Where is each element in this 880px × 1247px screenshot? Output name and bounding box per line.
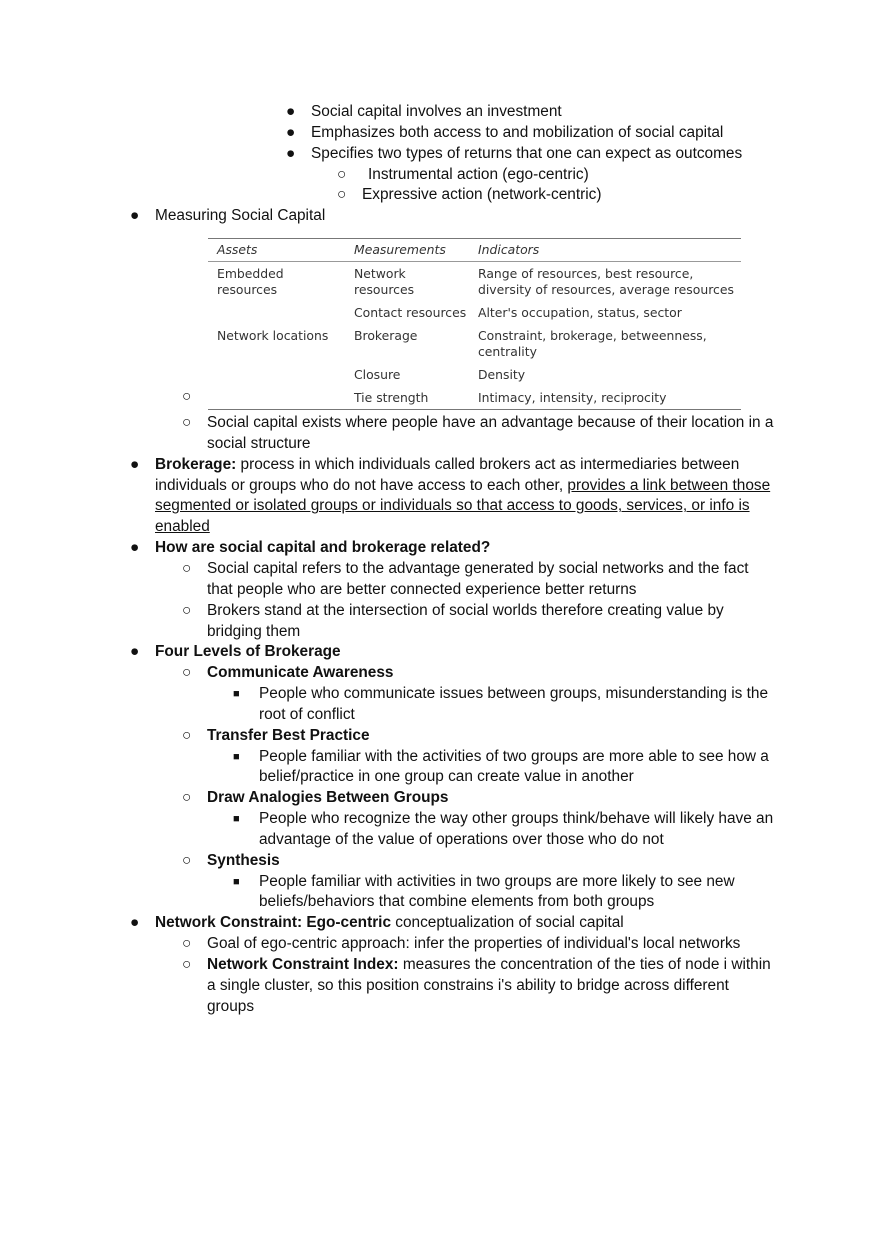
bullet-icon: ○ [337,186,347,204]
list-item [0,102,777,123]
bullet-icon: ○ [182,789,192,807]
bullet-icon: ○ [182,388,192,406]
cell: Constraint, brokerage, betweenness, centrality [478,328,707,360]
item-text: People who communicate issues between groups, misunderstanding is the root of conflict [259,685,769,723]
table-item [0,227,880,413]
item-text: People familiar with activities in two groups are more likely to see new beliefs/behaviors that combine elements from both groups [259,872,735,911]
table-row [208,301,741,324]
bullet-icon: ● [130,455,140,473]
bullet-icon: ○ [182,851,192,869]
bullet-icon: ○ [182,559,192,577]
item-text: Social capital involves an investment [311,103,562,120]
list-item [0,185,880,206]
cell: Brokerage [354,328,418,344]
item-text: Expressive action (network-centric) [362,186,602,204]
bullet-icon: ● [286,144,296,162]
bullet-icon: ■ [233,688,240,701]
list-item [0,851,777,872]
item-text: Brokers stand at the intersection of social worlds therefore creating value by bridging them [207,601,724,640]
list-item [0,955,777,1018]
item-text: Measuring Social Capital [155,207,326,225]
cell: Network locations [217,328,329,344]
cell [208,386,345,410]
item-text: Social capital refers to the advantage generated by social networks and the fact that people who are better connected experience better returns [207,559,749,598]
list-item [0,872,777,914]
cell: Contact resources [354,305,467,321]
list-item [0,123,777,144]
underlined-text: provides a link between those segmented or isolated groups or individuals so that access to goods, services, or info is enabled [155,476,771,536]
list-item [0,601,777,643]
item-text: Emphasizes both access to and mobilization of social capital [311,123,724,141]
cell: Intimacy, intensity, reciprocity [469,386,741,410]
list-item [0,413,777,455]
item-text: Instrumental action (ego-centric) [368,165,589,183]
table-row [208,324,741,363]
cell: Alter's occupation, status, sector [478,305,682,321]
cell [208,301,345,324]
item-text: Specifies two types of returns that one can expect as outcomes [311,144,743,162]
item-text: measures the concentration of the ties of node i within a single cluster, so this position constrains i's ability to bridge across different groups [207,956,771,1015]
table-row [208,386,741,410]
list-item [0,747,777,789]
bullet-icon: ● [130,539,140,557]
list-item [0,913,777,934]
item-text: People familiar with the activities of two groups are more able to see how a belief/practice in one group can create value in another [259,747,769,786]
bullet-icon: ○ [182,414,192,432]
bullet-icon: ○ [182,726,192,744]
cell: Closure [354,367,401,383]
bullet-icon: ○ [182,956,192,973]
bullet-icon: ● [130,207,140,225]
cell: Range of resources, best resource, diversity of resources, average resources [478,266,734,298]
term: Network Constraint: Ego-centric [155,914,392,932]
column-header: Indicators [469,239,741,262]
social-capital-table [208,238,741,410]
heading: How are social capital and brokerage related? [155,539,491,557]
bullet-icon: ■ [233,750,240,763]
level-name: Synthesis [207,851,280,869]
list-item [0,206,777,227]
list-item [0,642,777,663]
bullet-icon: ● [286,123,296,141]
cell: Embedded resources [217,266,284,298]
list-item [0,809,777,851]
term: Brokerage: [155,455,237,473]
item-text: People who recognize the way other groups think/behave will likely have an advantage of the value of operations over those who do not [259,810,774,848]
list-item [0,684,777,726]
level-name: Transfer Best Practice [207,726,370,744]
cell: Network resources [354,266,415,298]
bullet-icon: ● [130,643,140,661]
column-header: Measurements [345,239,469,262]
table-row [208,363,741,386]
bullet-icon: ○ [182,601,192,619]
item-text: process in which individuals called brokers act as intermediaries between individuals or groups who do not have access to each other, [155,455,740,494]
cell: Tie strength [345,386,469,410]
list-item [0,538,777,559]
bullet-icon: ● [286,103,296,120]
table-row [208,262,741,302]
list-item [0,144,777,165]
item-text: Social capital exists where people have an advantage because of their location in a social structure [207,414,774,452]
list-item [0,455,777,538]
list-item [0,165,880,186]
term: Network Constraint Index: [207,956,399,973]
bullet-icon: ○ [337,165,347,183]
list-item [0,788,777,809]
bullet-icon: ○ [182,664,192,682]
bullet-icon: ■ [233,875,240,888]
cell [208,363,345,386]
level-name: Communicate Awareness [207,664,394,682]
bullet-icon: ■ [233,813,240,826]
bullet-icon: ● [130,914,140,932]
column-header: Assets [208,239,345,262]
list-item [0,726,777,747]
item-text: conceptualization of social capital [391,914,624,932]
bullet-icon: ○ [182,935,192,953]
level-name: Draw Analogies Between Groups [207,789,449,807]
item-text: Goal of ego-centric approach: infer the properties of individual's local networks [207,935,741,953]
cell: Density [478,367,526,383]
list-item [0,663,777,684]
list-item [0,559,777,601]
list-item [0,934,777,955]
heading: Four Levels of Brokerage [155,643,341,661]
